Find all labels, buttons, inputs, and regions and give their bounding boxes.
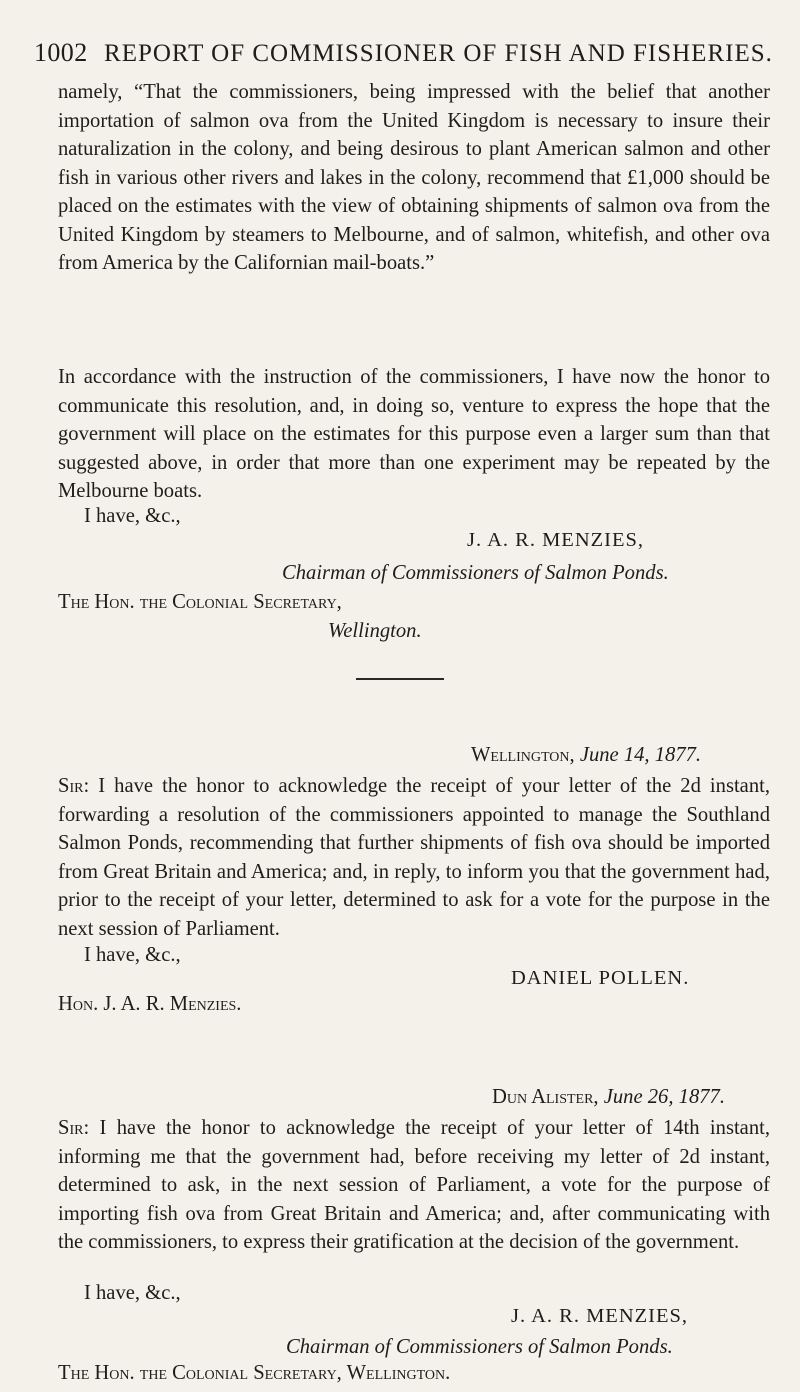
letter1-signer-title: Chairman of Commissioners of Salmon Ponds.	[282, 562, 669, 584]
letter2-body: I have the honor to acknowledge the receipt of your letter of the 2d instant, forwarding a resolution of the commissioners appointed to manage the Southland Salmon Ponds, recommending that further shipments of fish ova should be imported from Great Britain and America; and, in reply, to inform you that the government had, prior to the receipt of your letter, determined to ask for a vote for the purpose in the next session of Parliament.	[58, 775, 770, 940]
letter2-salutation: Sir:	[58, 775, 90, 797]
letter2-closing: I have, &c.,	[84, 944, 181, 966]
running-title: REPORT OF COMMISSIONER OF FISH AND FISHERIES.	[104, 40, 773, 67]
letter1-signer: J. A. R. MENZIES,	[467, 529, 645, 551]
letter2-addressee: Hon. J. A. R. Menzies.	[58, 993, 242, 1015]
letter3-date: June 26, 1877.	[603, 1086, 725, 1108]
section-divider	[356, 678, 444, 680]
letter2-signer: DANIEL POLLEN.	[511, 967, 690, 989]
letter2-date: June 14, 1877.	[579, 744, 702, 766]
letter2-dateline	[471, 744, 701, 767]
letter1-paragraph-2	[58, 363, 770, 506]
letter1-closing: I have, &c.,	[84, 505, 181, 527]
letter3-closing: I have, &c.,	[84, 1282, 181, 1304]
letter3-signer: J. A. R. MENZIES,	[511, 1305, 689, 1327]
letter2-paragraph	[58, 772, 770, 943]
letter3-addressee: The Hon. the Colonial Secretary, Wellington.	[58, 1362, 451, 1384]
letter1-body-p2: In accordance with the instruction of the commissioners, I have now the honor to communicate this resolution, and, in doing so, venture to express the hope that the government will place on the estimates for this purpose even a larger sum than that suggested above, in order that more than one experiment may be repeated by the Melbourne boats.	[58, 366, 770, 502]
letter3-place: Dun Alister,	[492, 1086, 599, 1108]
letter1-paragraph-1	[58, 78, 770, 278]
page-number: 1002	[34, 38, 88, 67]
letter3-dateline	[492, 1086, 725, 1109]
letter3-salutation: Sir:	[58, 1117, 90, 1139]
letter3-body: I have the honor to acknowledge the receipt of your letter of 14th instant, informing me that the government had, before receiving my letter of 2d instant, determined to ask, in the next session of Parliament, a vote for the purpose of importing fish ova from Great Britain and America; and, after communicating with the commissioners, to express their gratification at the decision of the government.	[58, 1117, 770, 1253]
page-header	[34, 38, 773, 68]
letter1-addressee: The Hon. the Colonial Secretary,	[58, 591, 342, 613]
letter2-place: Wellington,	[471, 744, 575, 766]
letter1-addressee-place: Wellington.	[328, 620, 422, 642]
letter1-body-p1: namely, “That the commissioners, being impressed with the belief that another importation of salmon ova from the United Kingdom is necessary to insure their naturalization in the colony, and being desirous to plant American salmon and other fish in various other rivers and lakes in the colony, recommend that £1,000 should be placed on the estimates with the view of obtaining shipments of salmon ova from the United Kingdom by steamers to Melbourne, and of salmon, whitefish, and other ova from America by the Californian mail-boats.”	[58, 81, 770, 274]
letter3-signer-title: Chairman of Commissioners of Salmon Ponds.	[286, 1336, 673, 1358]
letter3-paragraph	[58, 1114, 770, 1257]
